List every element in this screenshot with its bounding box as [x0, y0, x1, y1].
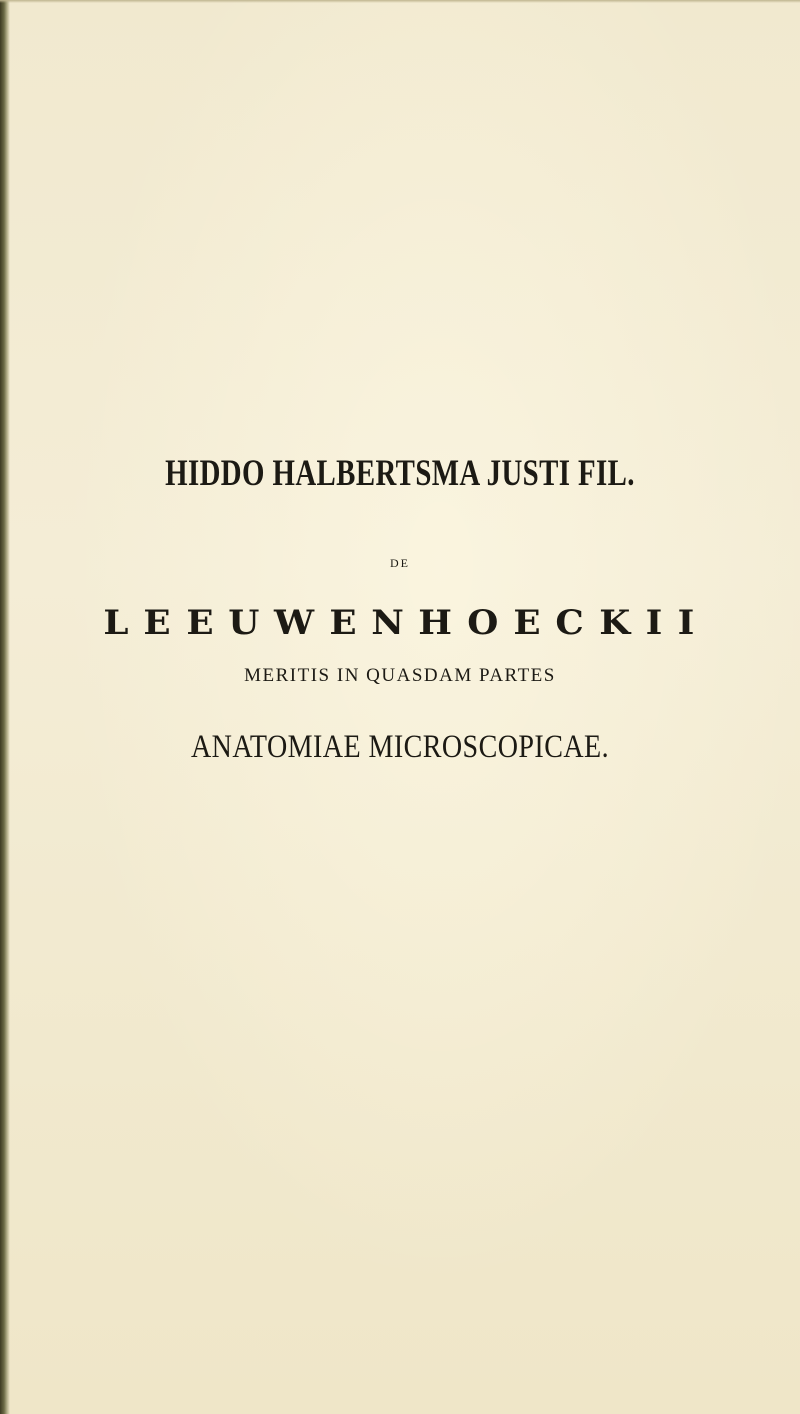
preposition-line: DE [390, 556, 410, 570]
name-letter: I [645, 603, 663, 643]
page-top-edge [0, 0, 800, 3]
page-binding-edge [0, 0, 10, 1414]
name-letter: E [143, 603, 171, 643]
name-letter: N [371, 603, 404, 643]
main-title-line: ANATOMIAE MICROSCOPICAE. [190, 729, 610, 765]
name-letter: O [467, 603, 499, 643]
name-letter: E [328, 603, 357, 643]
name-letter: C [555, 603, 585, 643]
name-letter: I [677, 603, 695, 643]
subtitle-line: MERITIS IN QUASDAM PARTES [244, 665, 556, 686]
name-letter: H [418, 603, 453, 643]
name-letter: E [513, 603, 541, 643]
name-letter: K [599, 603, 631, 643]
author-line: HIDDO HALBERTSMA JUSTI FIL. [165, 453, 635, 494]
name-letter: U [228, 603, 260, 643]
name-letter: E [185, 603, 214, 643]
name-letter: W [274, 603, 315, 643]
decorated-name-line [104, 605, 694, 641]
name-letter: L [103, 603, 129, 643]
